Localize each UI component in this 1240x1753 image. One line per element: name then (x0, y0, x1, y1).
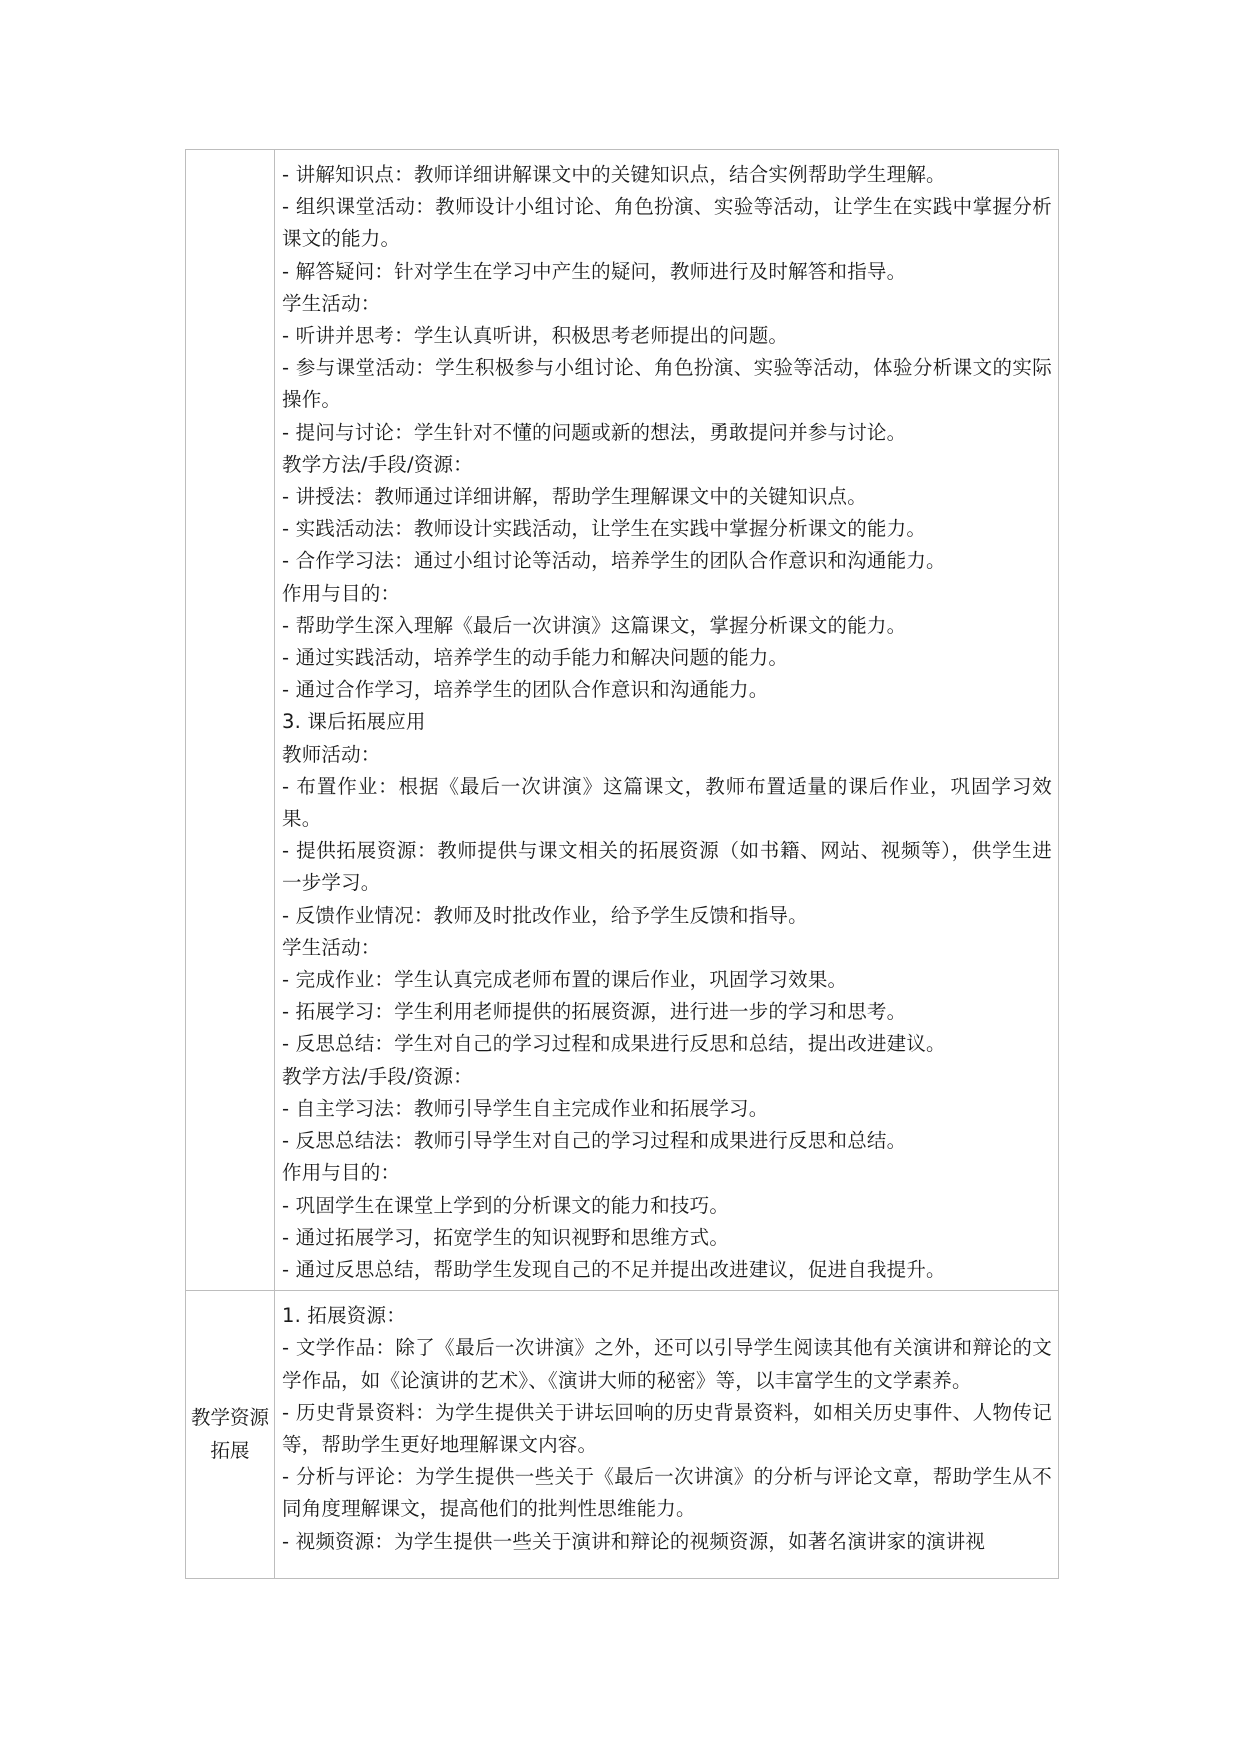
paragraph-line: - 通过实践活动，培养学生的动手能力和解决问题的能力。 (282, 646, 789, 670)
paragraph-line: 学生活动： (282, 291, 381, 315)
paragraph-line: - 提供拓展资源：教师提供与课文相关的拓展资源（如书籍、网站、视频等），供学生进一步学习。 (282, 839, 1052, 895)
paragraph-line: - 反思总结：学生对自己的学习过程和成果进行反思和总结，提出改进建议。 (282, 1032, 946, 1056)
paragraph-line: - 参与课堂活动：学生积极参与小组讨论、角色扮演、实验等活动，体验分析课文的实际操作。 (282, 356, 1052, 412)
paragraph-line: - 解答疑问：针对学生在学习中产生的疑问，教师进行及时解答和指导。 (282, 259, 907, 283)
paragraph-line: - 自主学习法：教师引导学生自主完成作业和拓展学习。 (282, 1096, 769, 1120)
lesson-plan-table (185, 149, 1059, 1579)
paragraph-line: - 实践活动法：教师设计实践活动，让学生在实践中掌握分析课文的能力。 (282, 517, 927, 541)
paragraph-line: 教学方法/手段/资源： (282, 452, 473, 476)
table-row (186, 150, 1059, 1291)
row-content (275, 1291, 1058, 1562)
paragraph-line: 学生活动： (282, 935, 381, 959)
paragraph-line: - 布置作业：根据《最后一次讲演》这篇课文，教师布置适量的课后作业，巩固学习效果。 (282, 774, 1052, 831)
paragraph-line: - 通过拓展学习，拓宽学生的知识视野和思维方式。 (282, 1225, 730, 1249)
paragraph-line: - 分析与评论：为学生提供一些关于《最后一次讲演》的分析与评论文章，帮助学生从不同角度理解课文，提高他们的批判性思维能力。 (282, 1465, 1052, 1521)
paragraph-line: - 通过反思总结，帮助学生发现自己的不足并提出改进建议，促进自我提升。 (282, 1257, 946, 1281)
row-label-cell (186, 150, 275, 1291)
paragraph-line: - 视频资源：为学生提供一些关于演讲和辩论的视频资源，如著名演讲家的演讲视 (282, 1529, 986, 1553)
paragraph-line: - 讲解知识点：教师详细讲解课文中的关键知识点，结合实例帮助学生理解。 (282, 163, 946, 186)
paragraph-line: - 巩固学生在课堂上学到的分析课文的能力和技巧。 (282, 1193, 730, 1217)
paragraph-line: - 完成作业：学生认真完成老师布置的课后作业，巩固学习效果。 (282, 968, 848, 992)
paragraph-line: - 提问与讨论：学生针对不懂的问题或新的想法，勇敢提问并参与讨论。 (282, 420, 907, 444)
row-label: 教学资源拓展 (190, 1406, 269, 1462)
row-content-cell (275, 1291, 1059, 1579)
paragraph-line: - 听讲并思考：学生认真听讲，积极思考老师提出的问题。 (282, 324, 789, 348)
paragraph-line: - 组织课堂活动：教师设计小组讨论、角色扮演、实验等活动，让学生在实践中掌握分析课文的能力。 (282, 195, 1052, 251)
paragraph-line: - 拓展学习：学生利用老师提供的拓展资源，进行进一步的学习和思考。 (282, 1000, 907, 1024)
table-row (186, 1291, 1059, 1579)
paragraph-line: - 帮助学生深入理解《最后一次讲演》这篇课文，掌握分析课文的能力。 (282, 613, 907, 637)
paragraph-line: 教学方法/手段/资源： (282, 1064, 473, 1088)
paragraph-line: - 反馈作业情况：教师及时批改作业，给予学生反馈和指导。 (282, 903, 808, 927)
paragraph-line: - 反思总结法：教师引导学生对自己的学习过程和成果进行反思和总结。 (282, 1129, 907, 1153)
row-label-cell (186, 1291, 275, 1579)
paragraph-line: - 历史背景资料：为学生提供关于讲坛回响的历史背景资料，如相关历史事件、人物传记等，帮助学生更好地理解课文内容。 (282, 1400, 1052, 1456)
paragraph-line: 教师活动： (282, 742, 381, 766)
paragraph-line: 1. 拓展资源： (282, 1304, 406, 1328)
paragraph-line: - 讲授法：教师通过详细讲解，帮助学生理解课文中的关键知识点。 (282, 485, 867, 509)
paragraph-line: - 合作学习法：通过小组讨论等活动，培养学生的团队合作意识和沟通能力。 (282, 549, 946, 573)
paragraph-line: 3. 课后拓展应用 (282, 710, 426, 734)
row-content-cell (275, 150, 1059, 1291)
paragraph-line: - 文学作品：除了《最后一次讲演》之外，还可以引导学生阅读其他有关演讲和辩论的文学作品，如《论演讲的艺术》、《演讲大师的秘密》等，以丰富学生的文学素养。 (282, 1336, 1052, 1392)
paragraph-line: - 通过合作学习，培养学生的团队合作意识和沟通能力。 (282, 678, 769, 702)
row-content (275, 150, 1058, 1290)
paragraph-line: 作用与目的： (282, 581, 401, 605)
paragraph-line: 作用与目的： (282, 1161, 401, 1185)
